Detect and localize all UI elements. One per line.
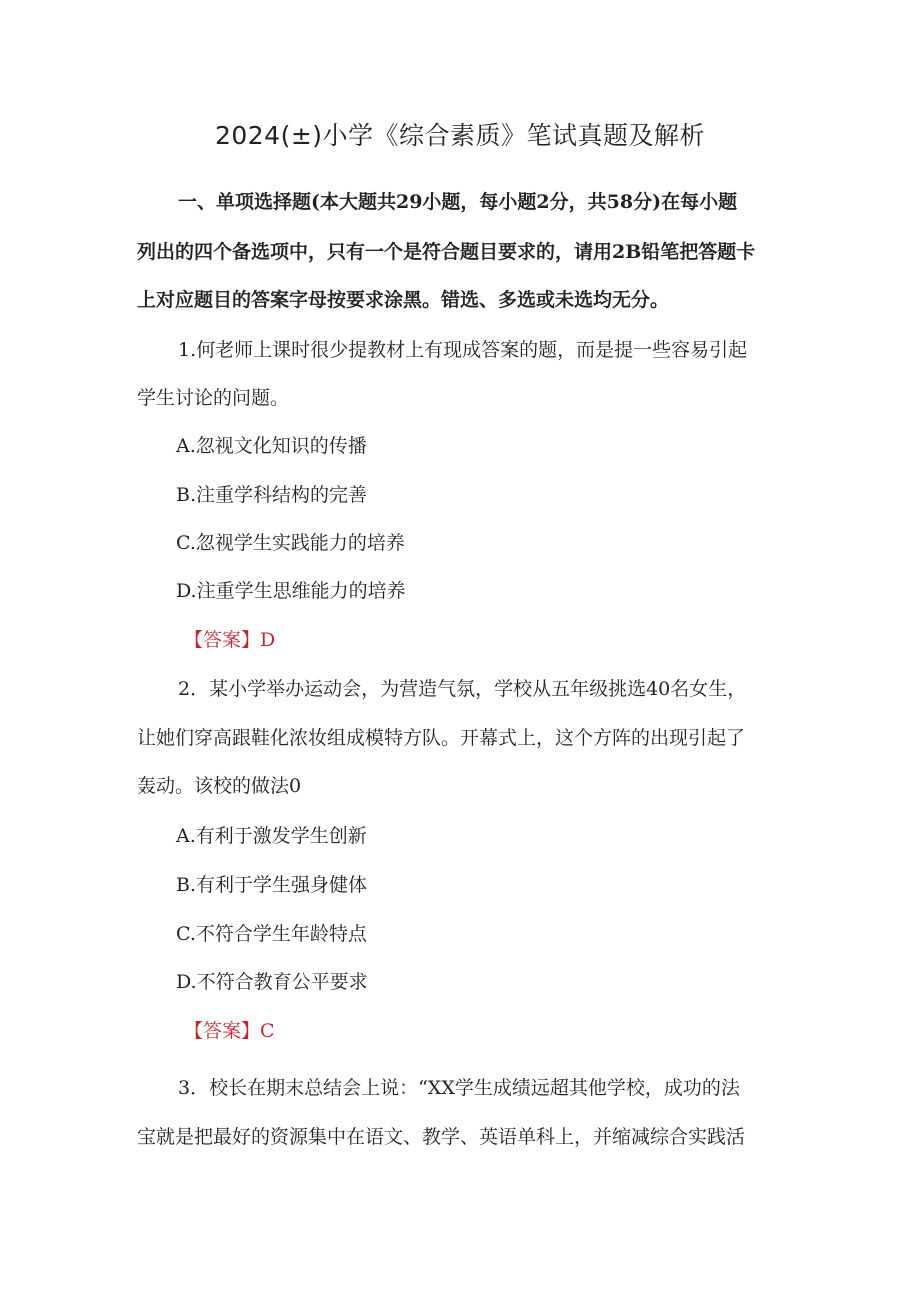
document-title: 2024(±)小学《综合素质》笔试真题及解析 bbox=[214, 121, 706, 150]
question-1-stem-line-2: 学生讨论的问题。 bbox=[137, 387, 290, 409]
question-2-option-a: A.有利于激发学生创新 bbox=[176, 825, 367, 847]
question-1-option-c: C.忽视学生实践能力的培养 bbox=[176, 532, 405, 554]
question-2-stem-line-1: 2．某小学举办运动会，为营造气氛，学校从五年级挑选40名女生， bbox=[178, 678, 747, 700]
question-1-option-a: A.忽视文化知识的传播 bbox=[176, 435, 367, 457]
question-3-stem-line-1: 3．校长在期末总结会上说：“XX学生成绩远超其他学校，成功的法 bbox=[178, 1077, 740, 1099]
question-1-stem-line-1: 1.何老师上课时很少提教材上有现成答案的题，而是提一些容易引起 bbox=[178, 339, 748, 361]
question-3-stem-line-2: 宝就是把最好的资源集中在语文、教学、英语单科上，并缩减综合实践活 bbox=[137, 1126, 746, 1148]
question-1-option-b: B.注重学科结构的完善 bbox=[176, 484, 368, 506]
question-2-option-c: C.不符合学生年龄特点 bbox=[176, 923, 367, 945]
question-1-option-d: D.注重学生思维能力的培养 bbox=[176, 580, 406, 602]
section-instruction-line-3: 上对应题目的答案字母按要求涂黑。错选、多选或未选均无分。 bbox=[137, 289, 670, 311]
section-instruction-line-2: 列出的四个备选项中，只有一个是符合题目要求的，请用2B铅笔把答题卡 bbox=[137, 241, 756, 263]
section-instruction-line-1: 一、单项选择题(本大题共29小题，每小题2分，共58分)在每小题 bbox=[178, 191, 738, 213]
question-1-answer: 【答案】D bbox=[184, 629, 276, 651]
question-2-option-b: B.有利于学生强身健体 bbox=[176, 874, 368, 896]
question-2-stem-line-3: 轰动。该校的做法0 bbox=[137, 775, 302, 797]
question-2-stem-line-2: 让她们穿高跟鞋化浓妆组成模特方队。开幕式上，这个方阵的出现引起了 bbox=[137, 727, 746, 749]
question-2-answer: 【答案】C bbox=[184, 1020, 275, 1042]
question-2-option-d: D.不符合教育公平要求 bbox=[176, 971, 368, 993]
